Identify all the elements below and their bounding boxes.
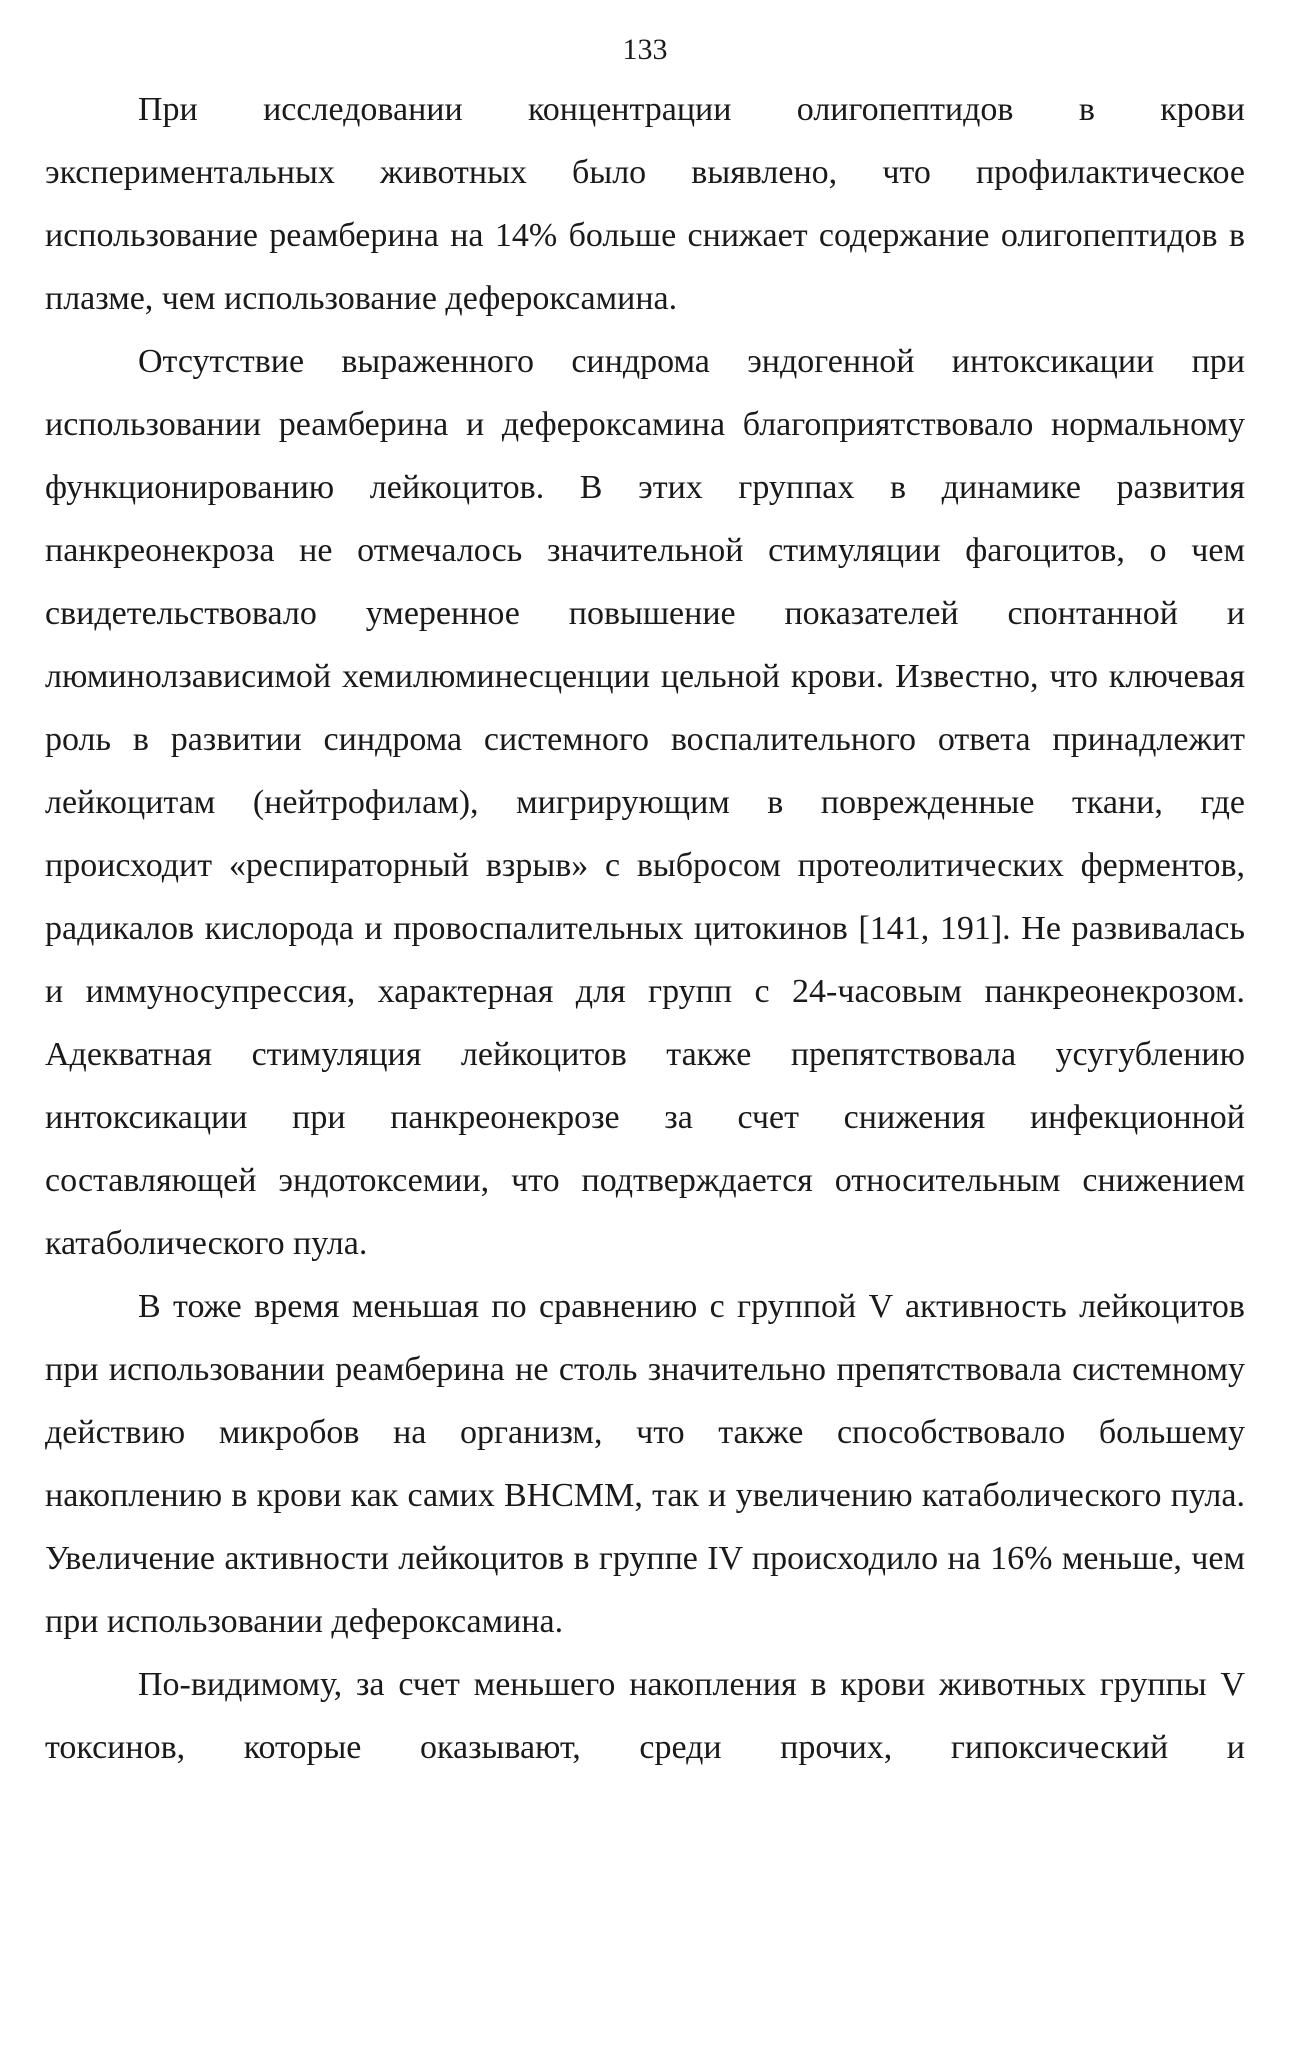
paragraph-2: Отсутствие выраженного синдрома эндогенной интоксикации при использовании реамберина и дефероксамина благоприятствовало нормальному функционированию лейкоцитов. В этих группах в динамике развития панкреонекроза не отмечалось значительной стимуляции фагоцитов, о чем свидетельствовало умеренное повышение показателей спонтанной и люминолзависимой хемилюминесценции цельной крови. Известно, что ключевая роль в развитии синдрома системного воспалительного ответа принадлежит лейкоцитам (нейтрофилам), мигрирующим в поврежденные ткани, где происходит «респираторный взрыв» с выбросом протеолитических ферментов, радикалов кислорода и провоспалительных цитокинов [141, 191]. Не развивалась и иммуносупрессия, характерная для групп с 24-часовым панкреонекрозом. Адекватная стимуляция лейкоцитов также препятствовала усугублению интоксикации при панкреонекрозе за счет снижения инфекционной составляющей эндотоксемии, что подтверждается относительным снижением катаболического пула. bbox=[45, 343, 1245, 1262]
paragraph-4: По-видимому, за счет меньшего накопления в крови животных группы V токсинов, которые оказывают, среди прочих, гипоксический и bbox=[45, 1666, 1245, 1766]
paragraph-1: При исследовании концентрации олигопептидов в крови экспериментальных животных было выявлено, что профилактическое использование реамберина на 14% больше снижает содержание олигопептидов в плазме, чем использование дефероксамина. bbox=[45, 91, 1245, 317]
page-number: 133 bbox=[622, 33, 668, 66]
paragraph-3: В тоже время меньшая по сравнению с группой V активность лейкоцитов при использовании реамберина не столь значительно препятствовала системному действию микробов на организм, что также способствовало большему накоплению в крови как самих ВНСММ, так и увеличению катаболического пула. Увеличение активности лейкоцитов в группе IV происходило на 16% меньше, чем при использовании дефероксамина. bbox=[45, 1288, 1245, 1640]
body-text bbox=[45, 78, 1245, 1779]
